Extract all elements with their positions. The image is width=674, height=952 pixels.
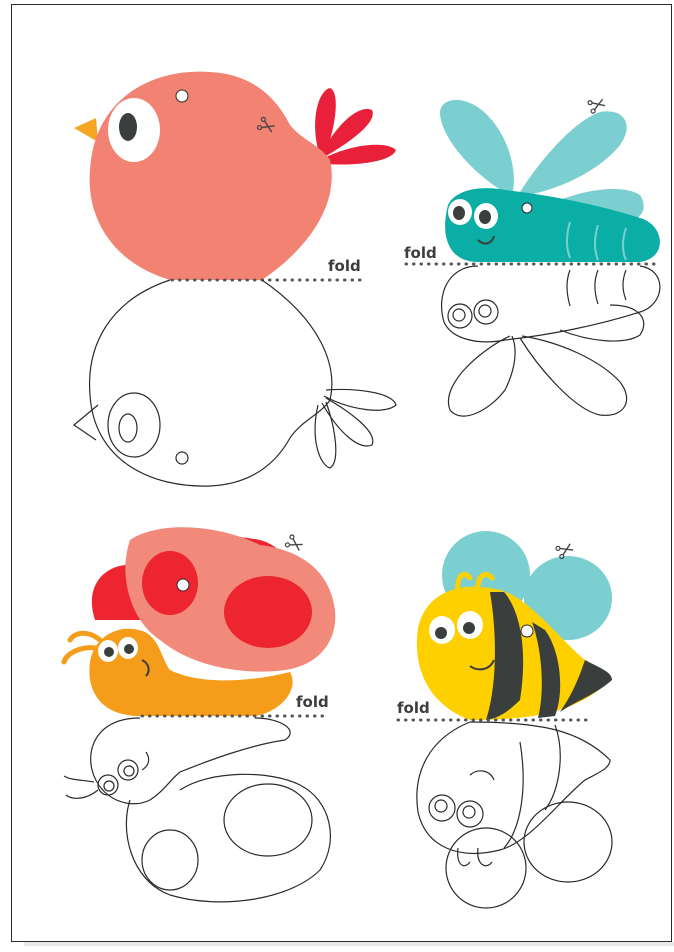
snail-punch-hole xyxy=(177,579,189,591)
fly-wing-right xyxy=(520,111,627,196)
bee-cutout xyxy=(397,531,612,908)
bee-punch-hole xyxy=(521,625,533,637)
bird-fold-label: fold xyxy=(328,257,361,275)
snail-fold-label: fold xyxy=(296,693,329,711)
bird-punch-hole xyxy=(176,90,188,102)
bird-outline xyxy=(74,280,396,486)
snail-outline xyxy=(64,718,330,902)
scissors-icon xyxy=(285,534,304,553)
bee-outline xyxy=(417,722,612,908)
fly-fold-label: fold xyxy=(404,244,437,262)
bird-beak xyxy=(74,118,98,142)
fly-outline xyxy=(442,266,660,416)
fly-punch-hole xyxy=(522,203,532,213)
bird-tail xyxy=(315,88,396,164)
snail-cutout xyxy=(64,527,335,902)
scissors-icon xyxy=(587,96,606,113)
bird-cutout xyxy=(74,72,396,486)
bird-pupil xyxy=(119,113,137,141)
bee-fold-label: fold xyxy=(397,699,430,717)
fly-cutout xyxy=(404,96,660,416)
fly-wing-left xyxy=(440,100,514,195)
